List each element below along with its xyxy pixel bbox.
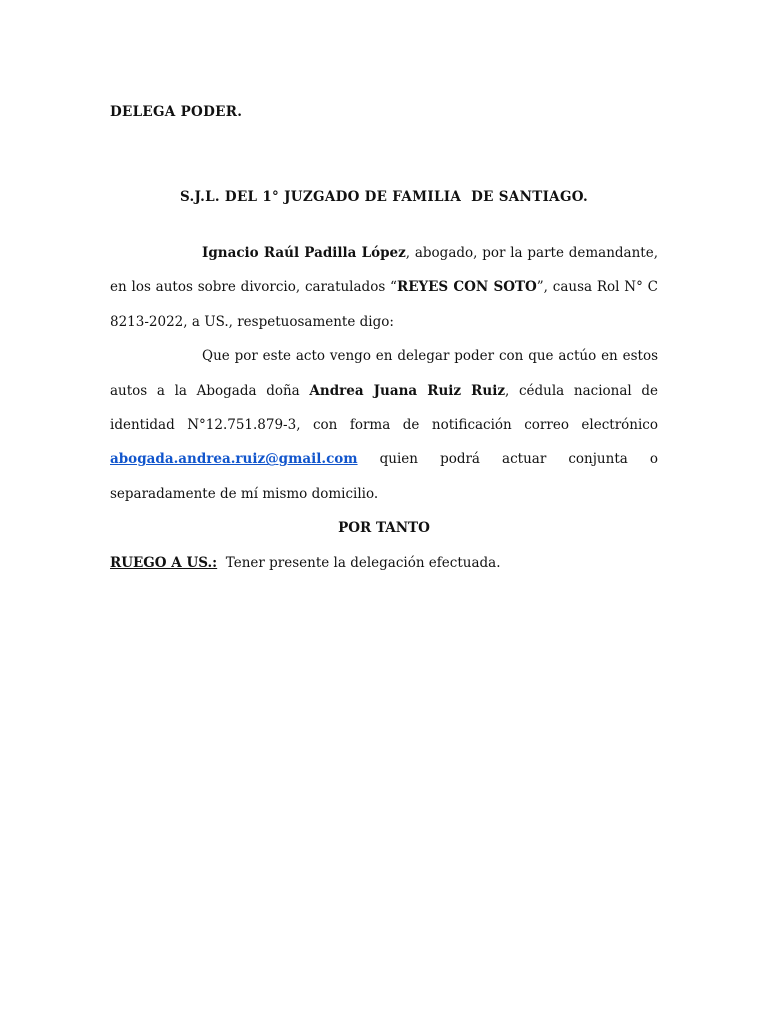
ruego-line — [110, 546, 658, 580]
document-body — [110, 236, 658, 580]
intro-paragraph — [110, 236, 658, 339]
delegation-text-3: quien podrá actuar conjunta o separadamente de mí mismo domicilio. — [110, 451, 658, 502]
court-heading: S.J.L. DEL 1° JUZGADO DE FAMILIA DE SANTIAGO. — [179, 189, 589, 205]
delegation-text-1: Que por este acto vengo en delegar poder con que actúo en estos autos a la Abogada doña — [110, 348, 658, 399]
email-link[interactable]: abogada.andrea.ruiz@gmail.com — [110, 451, 358, 468]
ruego-text: Tener presente la delegación efectuada. — [217, 554, 501, 571]
delegate-name: Andrea Juana Ruiz Ruiz — [309, 382, 505, 399]
intro-text-2: ”, causa Rol N° C 8213-2022, a US., respetuosamente digo: — [110, 279, 658, 330]
delegation-paragraph — [110, 339, 658, 511]
case-title: REYES CON SOTO — [396, 279, 537, 296]
por-tanto-heading: POR TANTO — [338, 520, 430, 537]
ruego-label: RUEGO A US.: — [110, 554, 218, 571]
lawyer-name: Ignacio Raúl Padilla López — [202, 245, 406, 261]
intro-text-1: , abogado, por la parte demandante, en los autos sobre divorcio, caratulados “ — [110, 245, 658, 296]
delegation-text-2: , cédula nacional de identidad N°12.751.879-3, con forma de notificación correo electrónico — [110, 382, 658, 434]
document-sumilla: DELEGA PODER. — [110, 104, 243, 120]
